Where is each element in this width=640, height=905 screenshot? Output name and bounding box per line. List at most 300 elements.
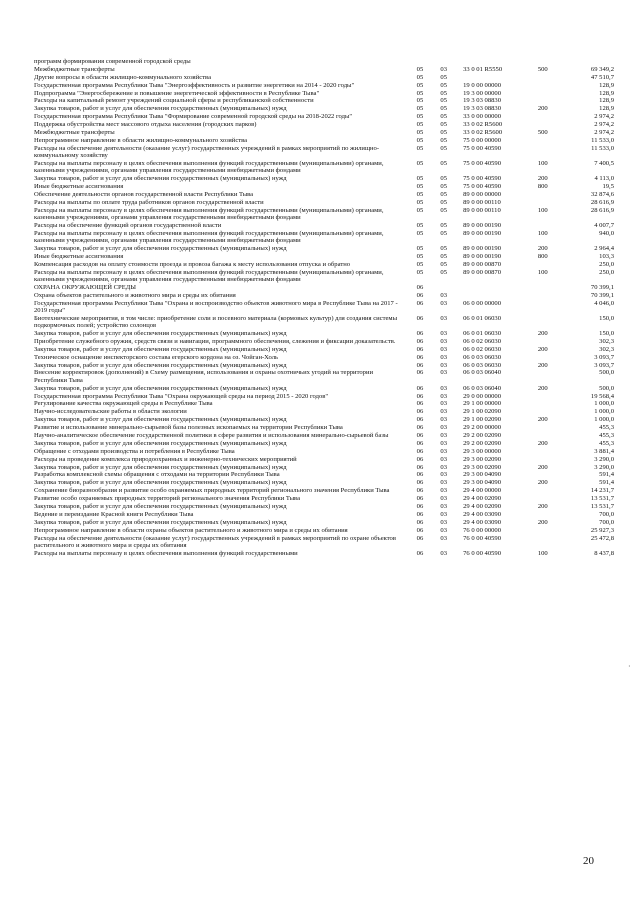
row-vr: 100 bbox=[537, 206, 548, 214]
row-vr bbox=[525, 222, 560, 230]
row-rz: 06 bbox=[416, 369, 424, 377]
row-sum: 8 437,8 bbox=[594, 549, 614, 557]
row-pr: 03 bbox=[440, 526, 447, 534]
row-vr bbox=[525, 511, 560, 519]
row-pr bbox=[430, 58, 457, 66]
row-csr: 19 0 00 00000 bbox=[463, 81, 502, 89]
table-row bbox=[34, 330, 614, 338]
budget-table-body bbox=[34, 58, 614, 558]
row-sum: 19,5 bbox=[602, 183, 614, 191]
row-vr bbox=[525, 527, 560, 535]
row-rz: 05 bbox=[416, 221, 424, 229]
row-pr: 05 bbox=[440, 245, 447, 252]
row-csr: 29 4 00 02090 bbox=[463, 495, 502, 503]
row-csr bbox=[457, 74, 525, 82]
row-sum: 302,3 bbox=[599, 337, 614, 345]
row-pr: 03 bbox=[440, 392, 447, 400]
row-rz: 05 bbox=[416, 105, 424, 113]
row-vr: 200 bbox=[537, 105, 548, 113]
row-csr: 19 3 03 08830 bbox=[463, 97, 502, 105]
row-vr bbox=[525, 97, 560, 105]
row-pr: 03 bbox=[440, 534, 447, 542]
row-csr: 89 0 00 00190 bbox=[463, 245, 502, 252]
row-sum: 25 927,3 bbox=[590, 526, 614, 534]
row-name: Научно-аналитическое обеспечение государственной политики в сфере развития и использования минерально-сырьевой базы bbox=[34, 432, 389, 439]
table-row bbox=[34, 416, 614, 424]
row-pr: 05 bbox=[440, 159, 447, 167]
table-row bbox=[34, 261, 614, 269]
row-rz: 06 bbox=[416, 330, 424, 338]
table-row bbox=[34, 385, 614, 393]
row-rz: 05 bbox=[416, 252, 424, 260]
table-row bbox=[34, 495, 614, 503]
row-csr: 29 2 00 00000 bbox=[463, 424, 502, 432]
table-row bbox=[34, 137, 614, 145]
row-pr: 05 bbox=[440, 97, 447, 105]
row-sum: 455,3 bbox=[599, 432, 614, 439]
row-rz: 05 bbox=[416, 260, 424, 268]
row-name: Поддержка обустройства мест массового отдыха населения (городских парков) bbox=[34, 121, 257, 129]
row-name: Закупка товаров, работ и услуг для обеспечения государственных (муниципальных) нужд bbox=[34, 503, 287, 511]
row-sum: 150,0 bbox=[599, 330, 614, 338]
table-row bbox=[34, 479, 614, 487]
table-row bbox=[34, 464, 614, 472]
row-name: Разработка комплексной схемы обращения с отходами на территории Республики Тыва bbox=[34, 471, 280, 479]
row-pr: 03 bbox=[440, 487, 447, 495]
row-name: Закупка товаров, работ и услуг для обеспечения государственных (муниципальных) нужд bbox=[34, 518, 287, 526]
row-sum: 591,4 bbox=[599, 471, 614, 479]
row-pr: 03 bbox=[440, 518, 447, 526]
row-csr: 29 4 00 03090 bbox=[463, 510, 502, 518]
table-row bbox=[34, 440, 614, 448]
row-csr: 06 0 01 06030 bbox=[463, 330, 502, 338]
table-row bbox=[34, 97, 614, 105]
table-row bbox=[34, 160, 614, 175]
row-rz: 06 bbox=[416, 479, 424, 487]
row-vr: 800 bbox=[537, 252, 548, 260]
row-rz: 05 bbox=[416, 129, 424, 137]
row-csr: 06 0 00 00000 bbox=[463, 299, 502, 307]
row-pr: 05 bbox=[440, 144, 447, 152]
row-name: Расходы на обеспечение деятельности (оказание услуг) государственных учреждений в рамках мероприятий по охране объектов растительного и животного мира и среды их обитания bbox=[34, 534, 396, 549]
row-sum: 25 472,8 bbox=[590, 534, 614, 542]
row-sum: 500,0 bbox=[599, 384, 614, 392]
row-sum: 13 531,7 bbox=[590, 503, 614, 511]
row-rz: 05 bbox=[416, 198, 424, 206]
row-sum: 940,0 bbox=[599, 229, 614, 237]
row-vr: 800 bbox=[537, 183, 548, 191]
row-csr: 29 1 00 00000 bbox=[463, 400, 502, 408]
table-row bbox=[34, 448, 614, 456]
row-vr bbox=[525, 113, 560, 121]
row-name: Компенсация расходов на оплату стоимости проезда и провоза багажа к месту использования отпуска и обратно bbox=[34, 260, 351, 268]
table-row bbox=[34, 191, 614, 199]
row-pr: 03 bbox=[440, 495, 447, 503]
row-vr: 200 bbox=[537, 384, 548, 392]
row-rz: 06 bbox=[416, 463, 424, 471]
row-name: Регулирование качества окружающей среды в Республике Тыва bbox=[34, 400, 213, 408]
row-sum: 13 531,7 bbox=[590, 495, 614, 503]
table-row bbox=[34, 292, 614, 300]
table-row bbox=[34, 199, 614, 207]
row-sum: 47 510,7 bbox=[590, 73, 614, 81]
row-rz: 06 bbox=[416, 400, 424, 408]
row-pr: 03 bbox=[440, 455, 447, 463]
row-pr: 05 bbox=[440, 206, 447, 214]
row-vr bbox=[525, 315, 560, 330]
row-rz: 05 bbox=[416, 245, 424, 252]
row-rz: 06 bbox=[416, 432, 424, 439]
row-rz: 05 bbox=[416, 136, 424, 144]
table-row bbox=[34, 315, 614, 330]
row-name: Сохранение биоразнообразия и развитие особо охраняемых природных территорий регионального значения Республики Тыва bbox=[34, 487, 390, 495]
row-name: Другие вопросы в области жилищно-коммунального хозяйства bbox=[34, 73, 211, 81]
row-csr: 89 0 00 00870 bbox=[463, 268, 502, 276]
row-rz: 06 bbox=[416, 283, 424, 291]
row-csr: 75 0 00 40590 bbox=[463, 144, 502, 152]
row-sum: 2 974,2 bbox=[594, 129, 614, 137]
row-sum: 3 093,7 bbox=[594, 353, 614, 361]
row-rz: 06 bbox=[416, 447, 424, 455]
row-rz: 05 bbox=[416, 113, 424, 121]
row-name: Расходы на выплаты персоналу в целях обеспечения выполнения функций государственными (муниципальными) органами, казенными учреждениями, органами управления государственными внебюджетными фондами bbox=[34, 268, 384, 283]
row-pr: 03 bbox=[440, 447, 447, 455]
row-sum: 700,0 bbox=[599, 510, 614, 518]
row-rz: 05 bbox=[416, 268, 424, 276]
row-pr: 05 bbox=[440, 229, 447, 237]
row-name: Закупка товаров, работ и услуг для обеспечения государственных (муниципальных) нужд bbox=[34, 463, 287, 471]
row-csr: 76 0 00 40590 bbox=[463, 549, 502, 557]
row-name: Приобретение служебного оружия, средств связи и навигации, программного обеспечения, слежения и фиксации доказательств. bbox=[34, 337, 396, 345]
row-pr: 03 bbox=[440, 463, 447, 471]
table-row bbox=[34, 511, 614, 519]
row-csr: 29 1 00 02090 bbox=[463, 416, 502, 424]
row-csr: 29 3 00 04090 bbox=[463, 479, 502, 487]
table-row bbox=[34, 471, 614, 479]
row-name: Расходы на выплаты персоналу в целях обеспечения выполнения функций государственными (муниципальными) органами, казенными учреждениями, органами управления государственными внебюджетными фондами bbox=[34, 229, 384, 245]
row-vr: 100 bbox=[537, 268, 548, 276]
row-name: Расходы на обеспечение деятельности (оказание услуг) государственных учреждений в рамках мероприятий по жилищно-коммунальному хозяйству bbox=[34, 144, 380, 160]
row-sum: 4 113,0 bbox=[594, 175, 614, 183]
row-csr: 76 0 00 00000 bbox=[463, 526, 502, 534]
row-vr: 200 bbox=[537, 479, 548, 487]
row-csr: 29 2 00 02090 bbox=[463, 439, 502, 447]
row-csr: 89 0 00 00190 bbox=[463, 252, 502, 260]
row-vr bbox=[525, 338, 560, 346]
row-name: Закупка товаров, работ и услуг для обеспечения государственных (муниципальных) нужд bbox=[34, 361, 287, 369]
table-row bbox=[34, 269, 614, 284]
table-row bbox=[34, 503, 614, 511]
row-csr: 19 3 00 00000 bbox=[463, 89, 502, 97]
row-vr bbox=[525, 199, 560, 207]
page-number: 20 bbox=[583, 855, 594, 867]
row-csr: 29 4 00 02090 bbox=[463, 503, 502, 511]
row-rz: 06 bbox=[416, 503, 424, 511]
row-rz: 06 bbox=[416, 291, 424, 299]
row-vr: 200 bbox=[537, 503, 548, 511]
row-vr: 200 bbox=[537, 330, 548, 338]
row-csr: 06 0 03 06030 bbox=[463, 361, 502, 369]
row-pr: 03 bbox=[440, 479, 447, 487]
row-pr: 03 bbox=[440, 471, 447, 479]
row-csr: 06 0 03 06030 bbox=[463, 353, 502, 361]
row-vr bbox=[525, 58, 560, 66]
table-row bbox=[34, 424, 614, 432]
row-name: Закупка товаров, работ и услуг для обеспечения государственных (муниципальных) нужд bbox=[34, 175, 287, 183]
row-pr: 03 bbox=[440, 337, 447, 345]
row-csr: 29 1 00 02090 bbox=[463, 408, 502, 416]
row-pr: 03 bbox=[440, 314, 447, 322]
row-rz bbox=[410, 58, 431, 66]
row-pr: 05 bbox=[440, 129, 447, 137]
row-vr bbox=[525, 393, 560, 401]
row-pr: 03 bbox=[440, 510, 447, 518]
row-sum: 32 874,6 bbox=[590, 190, 614, 198]
row-name: Расходы на выплаты персоналу в целях обеспечения выполнения функций государственными (муниципальными) органами, казенными учреждениями, органами управления государственными внебюджетными фондами bbox=[34, 159, 384, 175]
row-pr: 03 bbox=[440, 65, 447, 73]
row-sum: 1 000,0 bbox=[594, 416, 614, 424]
table-row bbox=[34, 175, 614, 183]
row-rz: 06 bbox=[416, 549, 424, 557]
row-name: Межбюджетные трансферты bbox=[34, 65, 115, 73]
row-csr: 06 0 03 06040 bbox=[463, 369, 502, 377]
row-rz: 05 bbox=[416, 81, 424, 89]
row-vr bbox=[525, 121, 560, 129]
row-sum: 3 881,4 bbox=[594, 447, 614, 455]
row-vr bbox=[525, 137, 560, 145]
row-csr: 89 0 00 00110 bbox=[463, 198, 501, 206]
row-pr: 05 bbox=[440, 105, 447, 113]
row-rz: 05 bbox=[416, 97, 424, 105]
row-sum: 11 533,0 bbox=[591, 144, 614, 152]
row-vr: 200 bbox=[537, 245, 548, 252]
row-vr bbox=[525, 82, 560, 90]
row-vr bbox=[525, 145, 560, 160]
row-pr: 03 bbox=[440, 330, 447, 338]
row-pr: 03 bbox=[440, 369, 447, 377]
row-name: Биотехнические мероприятия, в том числе: приобретение соли и посевного материала (кормовых культур) для создания системы подкормочных полей; устройство солонцов bbox=[34, 314, 398, 330]
row-name: Подпрограмма "Энергосбережение и повышение энергетической эффективности в Республике Тыва" bbox=[34, 89, 320, 97]
row-pr: 03 bbox=[440, 299, 447, 307]
row-vr: 100 bbox=[537, 549, 548, 557]
table-row bbox=[34, 346, 614, 354]
row-rz: 06 bbox=[416, 439, 424, 447]
table-row bbox=[34, 82, 614, 90]
table-row bbox=[34, 222, 614, 230]
row-name: Обращение с отходами производства и потребления в Республике Тыва bbox=[34, 447, 235, 455]
budget-table bbox=[34, 58, 614, 558]
row-vr bbox=[525, 90, 560, 98]
row-vr bbox=[525, 408, 560, 416]
row-name: Межбюджетные трансферты bbox=[34, 129, 115, 137]
row-rz: 06 bbox=[416, 455, 424, 463]
row-sum: 128,9 bbox=[599, 97, 614, 105]
row-sum bbox=[560, 58, 614, 66]
row-sum: 2 974,2 bbox=[594, 121, 614, 129]
row-csr: 06 0 02 06030 bbox=[463, 337, 502, 345]
row-pr: 03 bbox=[440, 345, 447, 353]
row-csr: 75 0 00 40590 bbox=[463, 183, 502, 191]
row-rz: 06 bbox=[416, 392, 424, 400]
row-rz: 06 bbox=[416, 353, 424, 361]
row-sum: 250,0 bbox=[599, 260, 614, 268]
row-rz: 06 bbox=[416, 314, 424, 322]
table-row bbox=[34, 58, 614, 66]
row-sum: 69 349,2 bbox=[590, 65, 614, 73]
row-rz: 06 bbox=[416, 424, 424, 432]
row-vr bbox=[525, 448, 560, 456]
row-vr bbox=[525, 535, 560, 550]
row-pr: 05 bbox=[440, 268, 447, 276]
table-row bbox=[34, 362, 614, 370]
table-row bbox=[34, 300, 614, 315]
row-csr: 89 0 00 00190 bbox=[463, 229, 502, 237]
table-row bbox=[34, 550, 614, 558]
table-row bbox=[34, 535, 614, 550]
row-sum: 7 400,5 bbox=[594, 159, 614, 167]
row-csr: 33 0 01 R5550 bbox=[463, 65, 503, 73]
row-csr: 75 0 00 40590 bbox=[463, 159, 502, 167]
row-name: Государственная программа Республики Тыва "Энергоэффективность и развитие энергетики на 2014 - 2020 годы" bbox=[34, 81, 355, 89]
row-sum: 2 964,4 bbox=[594, 245, 614, 252]
table-row bbox=[34, 284, 614, 292]
row-name: Развитие особо охраняемых природных территорий регионального значения Республики Тыва bbox=[34, 495, 301, 503]
row-rz: 06 bbox=[416, 337, 424, 345]
row-rz: 06 bbox=[416, 510, 424, 518]
row-sum: 455,3 bbox=[599, 424, 614, 432]
row-rz: 06 bbox=[416, 526, 424, 534]
row-name: ОХРАНА ОКРУЖАЮЩЕЙ СРЕДЫ bbox=[34, 283, 136, 291]
row-vr: 200 bbox=[537, 463, 548, 471]
row-csr: 06 0 01 06030 bbox=[463, 314, 502, 322]
row-sum: 14 231,7 bbox=[590, 487, 614, 495]
row-name: Научно-исследовательские работы в области экологии bbox=[34, 408, 187, 416]
row-pr: 03 bbox=[440, 400, 447, 408]
row-csr: 89 0 00 00000 bbox=[463, 190, 502, 198]
table-row bbox=[34, 432, 614, 440]
row-sum: 70 399,1 bbox=[590, 283, 614, 291]
row-csr: 29 4 00 03090 bbox=[463, 518, 502, 526]
row-rz: 05 bbox=[416, 190, 424, 198]
row-name: Расходы на выплаты персоналу в целях обеспечения выполнения функций государственными (муниципальными) органами, казенными учреждениями, органами управления государственными внебюджетными фондами bbox=[34, 206, 384, 222]
row-name: Расходы на проведение комплекса природоохранных и инженерно-технических мероприятий bbox=[34, 455, 297, 463]
row-name: Обеспечение деятельности органов государственной власти Республики Тыва bbox=[34, 190, 254, 198]
row-pr: 03 bbox=[440, 432, 447, 439]
row-vr: 200 bbox=[537, 175, 548, 183]
row-name: Закупка товаров, работ и услуг для обеспечения государственных (муниципальных) нужд bbox=[34, 245, 287, 252]
row-vr bbox=[525, 300, 560, 315]
row-vr bbox=[525, 354, 560, 362]
row-sum: 70 399,1 bbox=[590, 291, 614, 299]
row-vr bbox=[525, 191, 560, 199]
table-row bbox=[34, 145, 614, 160]
row-name: Техническое оснащение инспекторского состава егерского кордона на оз. Чойган-Холь bbox=[34, 353, 279, 361]
row-pr: 05 bbox=[440, 113, 447, 121]
row-pr: 03 bbox=[440, 424, 447, 432]
row-sum: 500,0 bbox=[599, 369, 614, 377]
row-csr: 89 0 00 00870 bbox=[463, 260, 502, 268]
row-csr: 29 3 00 00000 bbox=[463, 447, 502, 455]
row-rz: 05 bbox=[416, 144, 424, 152]
row-rz: 06 bbox=[416, 534, 424, 542]
row-rz: 06 bbox=[416, 408, 424, 416]
row-sum: 28 616,9 bbox=[590, 206, 614, 214]
table-row bbox=[34, 129, 614, 137]
row-csr: 29 4 00 00000 bbox=[463, 487, 502, 495]
table-row bbox=[34, 113, 614, 121]
row-name: Закупка товаров, работ и услуг для обеспечения государственных (муниципальных) нужд bbox=[34, 479, 287, 487]
table-row bbox=[34, 74, 614, 82]
row-pr: 05 bbox=[440, 190, 447, 198]
table-row bbox=[34, 393, 614, 401]
table-row bbox=[34, 354, 614, 362]
row-sum: 1 000,0 bbox=[594, 400, 614, 408]
row-rz: 06 bbox=[416, 361, 424, 369]
row-name: Закупка товаров, работ и услуг для обеспечения государственных (муниципальных) нужд bbox=[34, 384, 287, 392]
row-name: Закупка товаров, работ и услуг для обеспечения государственных (муниципальных) нужд bbox=[34, 416, 287, 424]
row-csr: 29 0 00 00000 bbox=[463, 392, 502, 400]
row-pr: 05 bbox=[440, 89, 447, 97]
row-vr: 200 bbox=[537, 439, 548, 447]
row-name: Ведение и переиздание Красной книги Республики Тыва bbox=[34, 510, 194, 518]
row-pr: 05 bbox=[440, 175, 447, 183]
row-csr: 19 3 03 08830 bbox=[463, 105, 502, 113]
table-row bbox=[34, 400, 614, 408]
row-rz: 05 bbox=[416, 175, 424, 183]
row-pr: 05 bbox=[440, 121, 447, 129]
row-csr: 29 3 00 02090 bbox=[463, 463, 502, 471]
row-pr: 03 bbox=[440, 291, 447, 299]
row-name: Расходы на обеспечение функций органов государственной власти bbox=[34, 221, 222, 229]
row-sum: 4 046,0 bbox=[594, 299, 614, 307]
row-csr: 33 0 00 00000 bbox=[463, 113, 502, 121]
row-name: Закупка товаров, работ и услуг для обеспечения государственных (муниципальных) нужд bbox=[34, 330, 287, 338]
table-row bbox=[34, 90, 614, 98]
row-rz: 06 bbox=[416, 471, 424, 479]
table-row bbox=[34, 105, 614, 113]
row-rz: 06 bbox=[416, 487, 424, 495]
row-rz: 05 bbox=[416, 183, 424, 191]
row-csr: 33 0 02 R5600 bbox=[463, 121, 503, 129]
row-sum: 700,0 bbox=[599, 518, 614, 526]
row-rz: 06 bbox=[416, 384, 424, 392]
row-rz: 05 bbox=[416, 206, 424, 214]
row-vr: 500 bbox=[537, 129, 548, 137]
row-pr: 05 bbox=[440, 198, 447, 206]
table-row bbox=[34, 527, 614, 535]
row-name: Закупка товаров, работ и услуг для обеспечения государственных (муниципальных) нужд bbox=[34, 105, 287, 113]
row-sum: 250,0 bbox=[599, 268, 614, 276]
row-vr: 200 bbox=[537, 518, 548, 526]
row-sum: 455,3 bbox=[599, 439, 614, 447]
row-rz: 06 bbox=[416, 416, 424, 424]
row-name: Охрана объектов растительного и животного мира и среды их обитания bbox=[34, 291, 236, 299]
row-name: Государственная программа Республики Тыва "Формирование современной городской среды на 2018-2022 годы" bbox=[34, 113, 353, 121]
table-row bbox=[34, 230, 614, 245]
row-pr: 05 bbox=[440, 252, 447, 260]
row-vr bbox=[525, 487, 560, 495]
row-pr: 05 bbox=[440, 260, 447, 268]
row-name: Расходы на капитальный ремонт учреждений социальной сферы и республиканской собственности bbox=[34, 97, 314, 105]
row-pr: 03 bbox=[440, 439, 447, 447]
row-sum: 19 568,4 bbox=[590, 392, 614, 400]
row-name: Непрограммное направление в области охраны объектов растительного и животного мира и среды их обитания bbox=[34, 526, 348, 534]
row-name: Государственная программа Республики Тыва "Охрана и воспроизводство объектов животного мира в Республике Тыва на 2017 - 2019 годы" bbox=[34, 299, 398, 314]
row-pr: 03 bbox=[440, 503, 447, 511]
row-rz: 05 bbox=[416, 65, 424, 73]
row-sum: 103,3 bbox=[599, 252, 614, 260]
row-sum: 2 974,2 bbox=[594, 113, 614, 121]
